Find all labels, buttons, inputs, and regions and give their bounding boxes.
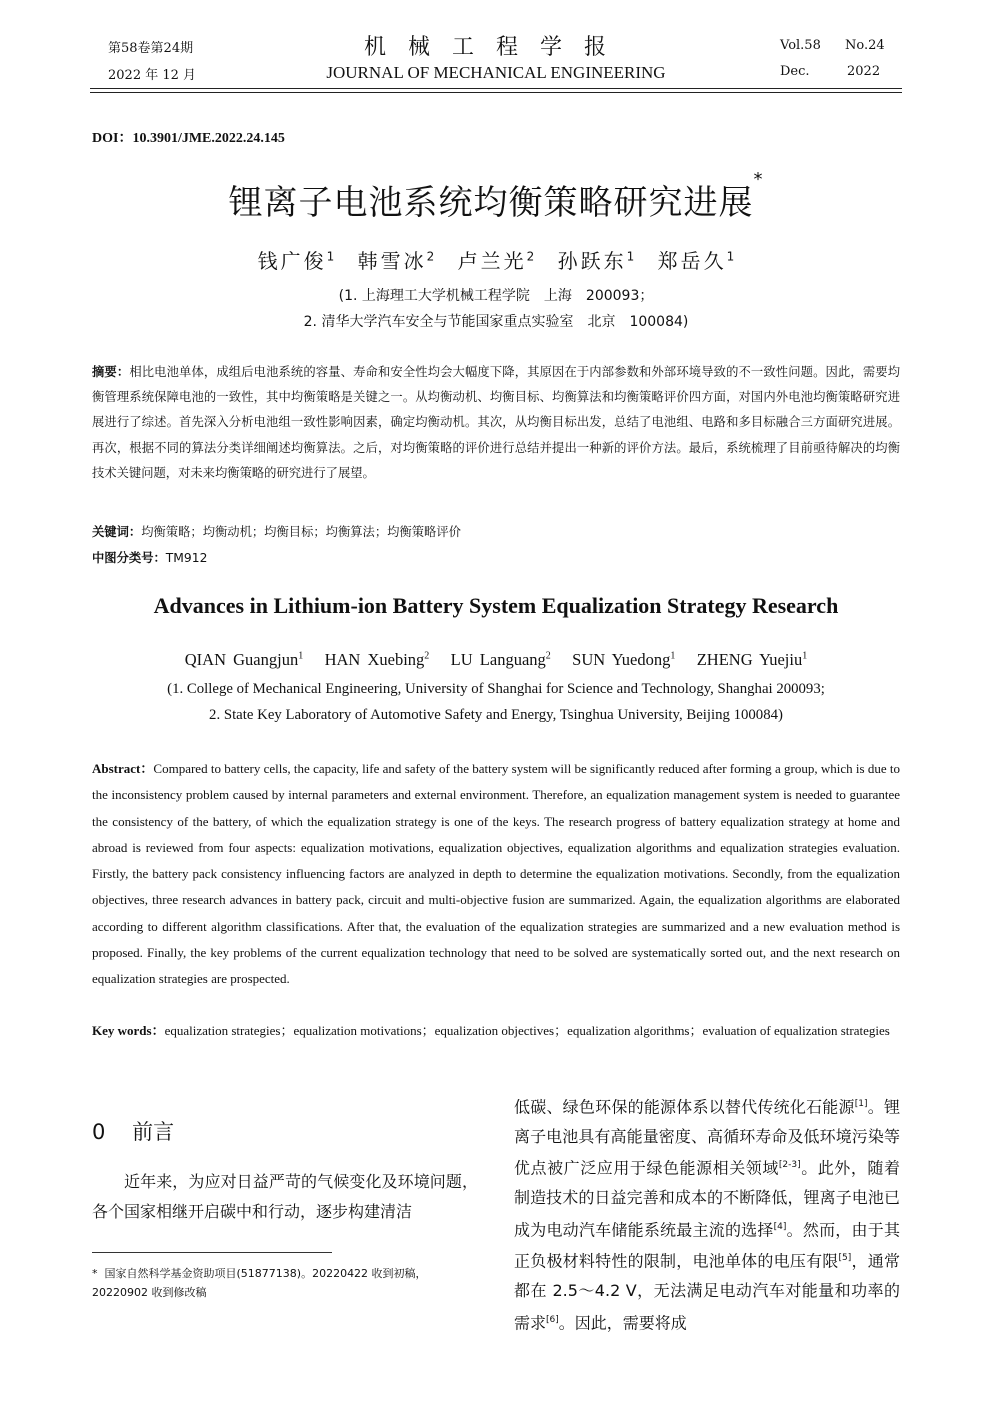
paper-title-cn: 锂离子电池系统均衡策略研究进展*: [228, 169, 764, 223]
volume-issue-cn: 第58卷第24期: [108, 41, 194, 56]
affiliation-en-2: 2. State Key Laboratory of Automotive Safety and Energy, Tsinghua University, Beijing 100084): [209, 707, 783, 723]
clc-number: 中图分类号：TM912: [92, 551, 208, 565]
affiliation-cn-1: (1. 上海理工大学机械工程学院 上海 200093；: [338, 288, 654, 304]
author-cn: 卢兰光$^2$: [457, 249, 535, 273]
author-cn: 孙跃东$^1$: [557, 249, 635, 273]
author-cn: 韩雪冰$^2$: [357, 249, 435, 273]
footnote-rule: [92, 1252, 332, 1253]
author-en: LU Languang$^2$: [450, 650, 551, 669]
paper-title-en: Advances in Lithium-ion Battery System Equalization Strategy Research: [153, 593, 839, 618]
volume-en: Vol.58: [780, 38, 821, 53]
journal-title-en: JOURNAL OF MECHANICAL ENGINEERING: [326, 63, 666, 82]
keywords-en: Key words：equalization strategies；equalization motivations；equalization objectives；equalization algorithms；evaluation of equalization strategies: [92, 1023, 890, 1038]
authors-cn: [0, 245, 992, 274]
doi: DOI：10.3901/JME.2022.24.145: [92, 131, 285, 146]
author-cn: 钱广俊$^1$: [257, 249, 335, 273]
affiliation-cn-2: 2. 清华大学汽车安全与节能国家重点实验室 北京 100084): [303, 314, 689, 330]
header-rule-thin: [90, 92, 902, 93]
author-en: SUN Yuedong$^1$: [572, 650, 676, 669]
footnote: * 国家自然科学基金资助项目(51877138)。20220422 收到初稿，20220902 收到修改稿: [92, 1267, 427, 1299]
header-rule: [90, 88, 902, 89]
author-en: QIAN Guangjun$^1$: [184, 650, 304, 669]
citation: [1]: [854, 1099, 868, 1109]
citation: [4]: [773, 1221, 787, 1232]
author-en: ZHENG Yuejiu$^1$: [696, 650, 808, 669]
authors-en: [0, 650, 992, 670]
body-left-column: 近年来，为应对日益严苛的气候变化及环境问题，各个国家相继开启碳中和行动，逐步构建清洁: [92, 1172, 478, 1221]
citation: [2-3]: [778, 1160, 801, 1171]
journal-title-cn: 机械工程学报: [363, 35, 628, 60]
body-right-column: 低碳、绿色环保的能源体系以替代传统化石能源[1]。锂离子电池具有高能量密度、高循环寿命及低环境污染等优点被广泛应用于绿色能源相关领域[2-3]。此外，随着制造技术的日益完善和成本的不断降低，锂离子电池已成为电动汽车储能系统最主流的选择[4]。然而，由于其正负极材料特性的限制，电池单体的电压有限[5]，通常都在 2.5～4.2 V，无法满足电动汽车对能量和功率的需求[6]。因此，需要将成: [514, 1097, 900, 1333]
year-en: 2022: [847, 64, 881, 79]
citation: [5]: [838, 1253, 852, 1264]
author-cn: 郑岳久$^1$: [657, 249, 735, 273]
month-en: Dec.: [780, 64, 810, 79]
citation: [6]: [546, 1314, 559, 1325]
section-heading: 0 前言: [92, 1120, 175, 1144]
keywords-cn: 关键词：均衡策略；均衡动机；均衡目标；均衡算法；均衡策略评价: [92, 525, 461, 539]
affiliation-en-1: (1. College of Mechanical Engineering, University of Shanghai for Science and Technology, Shanghai 200093;: [167, 681, 825, 697]
issue-en: No.24: [845, 38, 885, 53]
date-cn: 2022 年 12 月: [108, 68, 197, 83]
author-en: HAN Xuebing$^2$: [324, 650, 430, 669]
abstract-en: Abstract：Compared to battery cells, the capacity, life and safety of the battery system will be significantly reduced after forming a group, which is due to the inconsistency problem caused by internal parameters and external environment. Therefore, an equalization management system is needed to guarantee the consistency of the battery, of which the equalization strategy is one of the keys. The research progress of battery equalization strategy at home and abroad is reviewed from four aspects: equalization motivations, equalization objectives, equalization algorithms and equalization strategies evaluation. Firstly, the battery pack consistency influencing factors are analyzed in depth to determine the equalization motivations. Secondly, from the equalization objectives, three research advances in battery pack, circuit and multi-objective fusion are summarized. Again, the equalization algorithms are elaborated according to different algorithm classifications. After that, the evaluation of the equalization strategies are summarized and a new evaluation method is proposed. Finally, the key problems of the current equalization technology that need to be solved are systematically sorted out, and the next research on equalization strategies are prospected.: [92, 761, 900, 987]
abstract-cn: 摘要：相比电池单体，成组后电池系统的容量、寿命和安全性均会大幅度下降，其原因在于内部参数和外部环境导致的不一致性问题。因此，需要均衡管理系统保障电池的一致性，其中均衡策略是关键之一。从均衡动机、均衡目标、均衡算法和均衡策略评价四方面，对国内外电池均衡策略研究进展进行了综述。首先深入分析电池组一致性影响因素，确定均衡动机。其次，从均衡目标出发，总结了电池组、电路和多目标融合三方面研究进展。再次，根据不同的算法分类详细阐述均衡算法。之后，对均衡策略的评价进行总结并提出一种新的评价方法。最后，系统梳理了目前亟待解决的均衡技术关键问题，对未来均衡策略的研究进行了展望。: [92, 365, 900, 480]
